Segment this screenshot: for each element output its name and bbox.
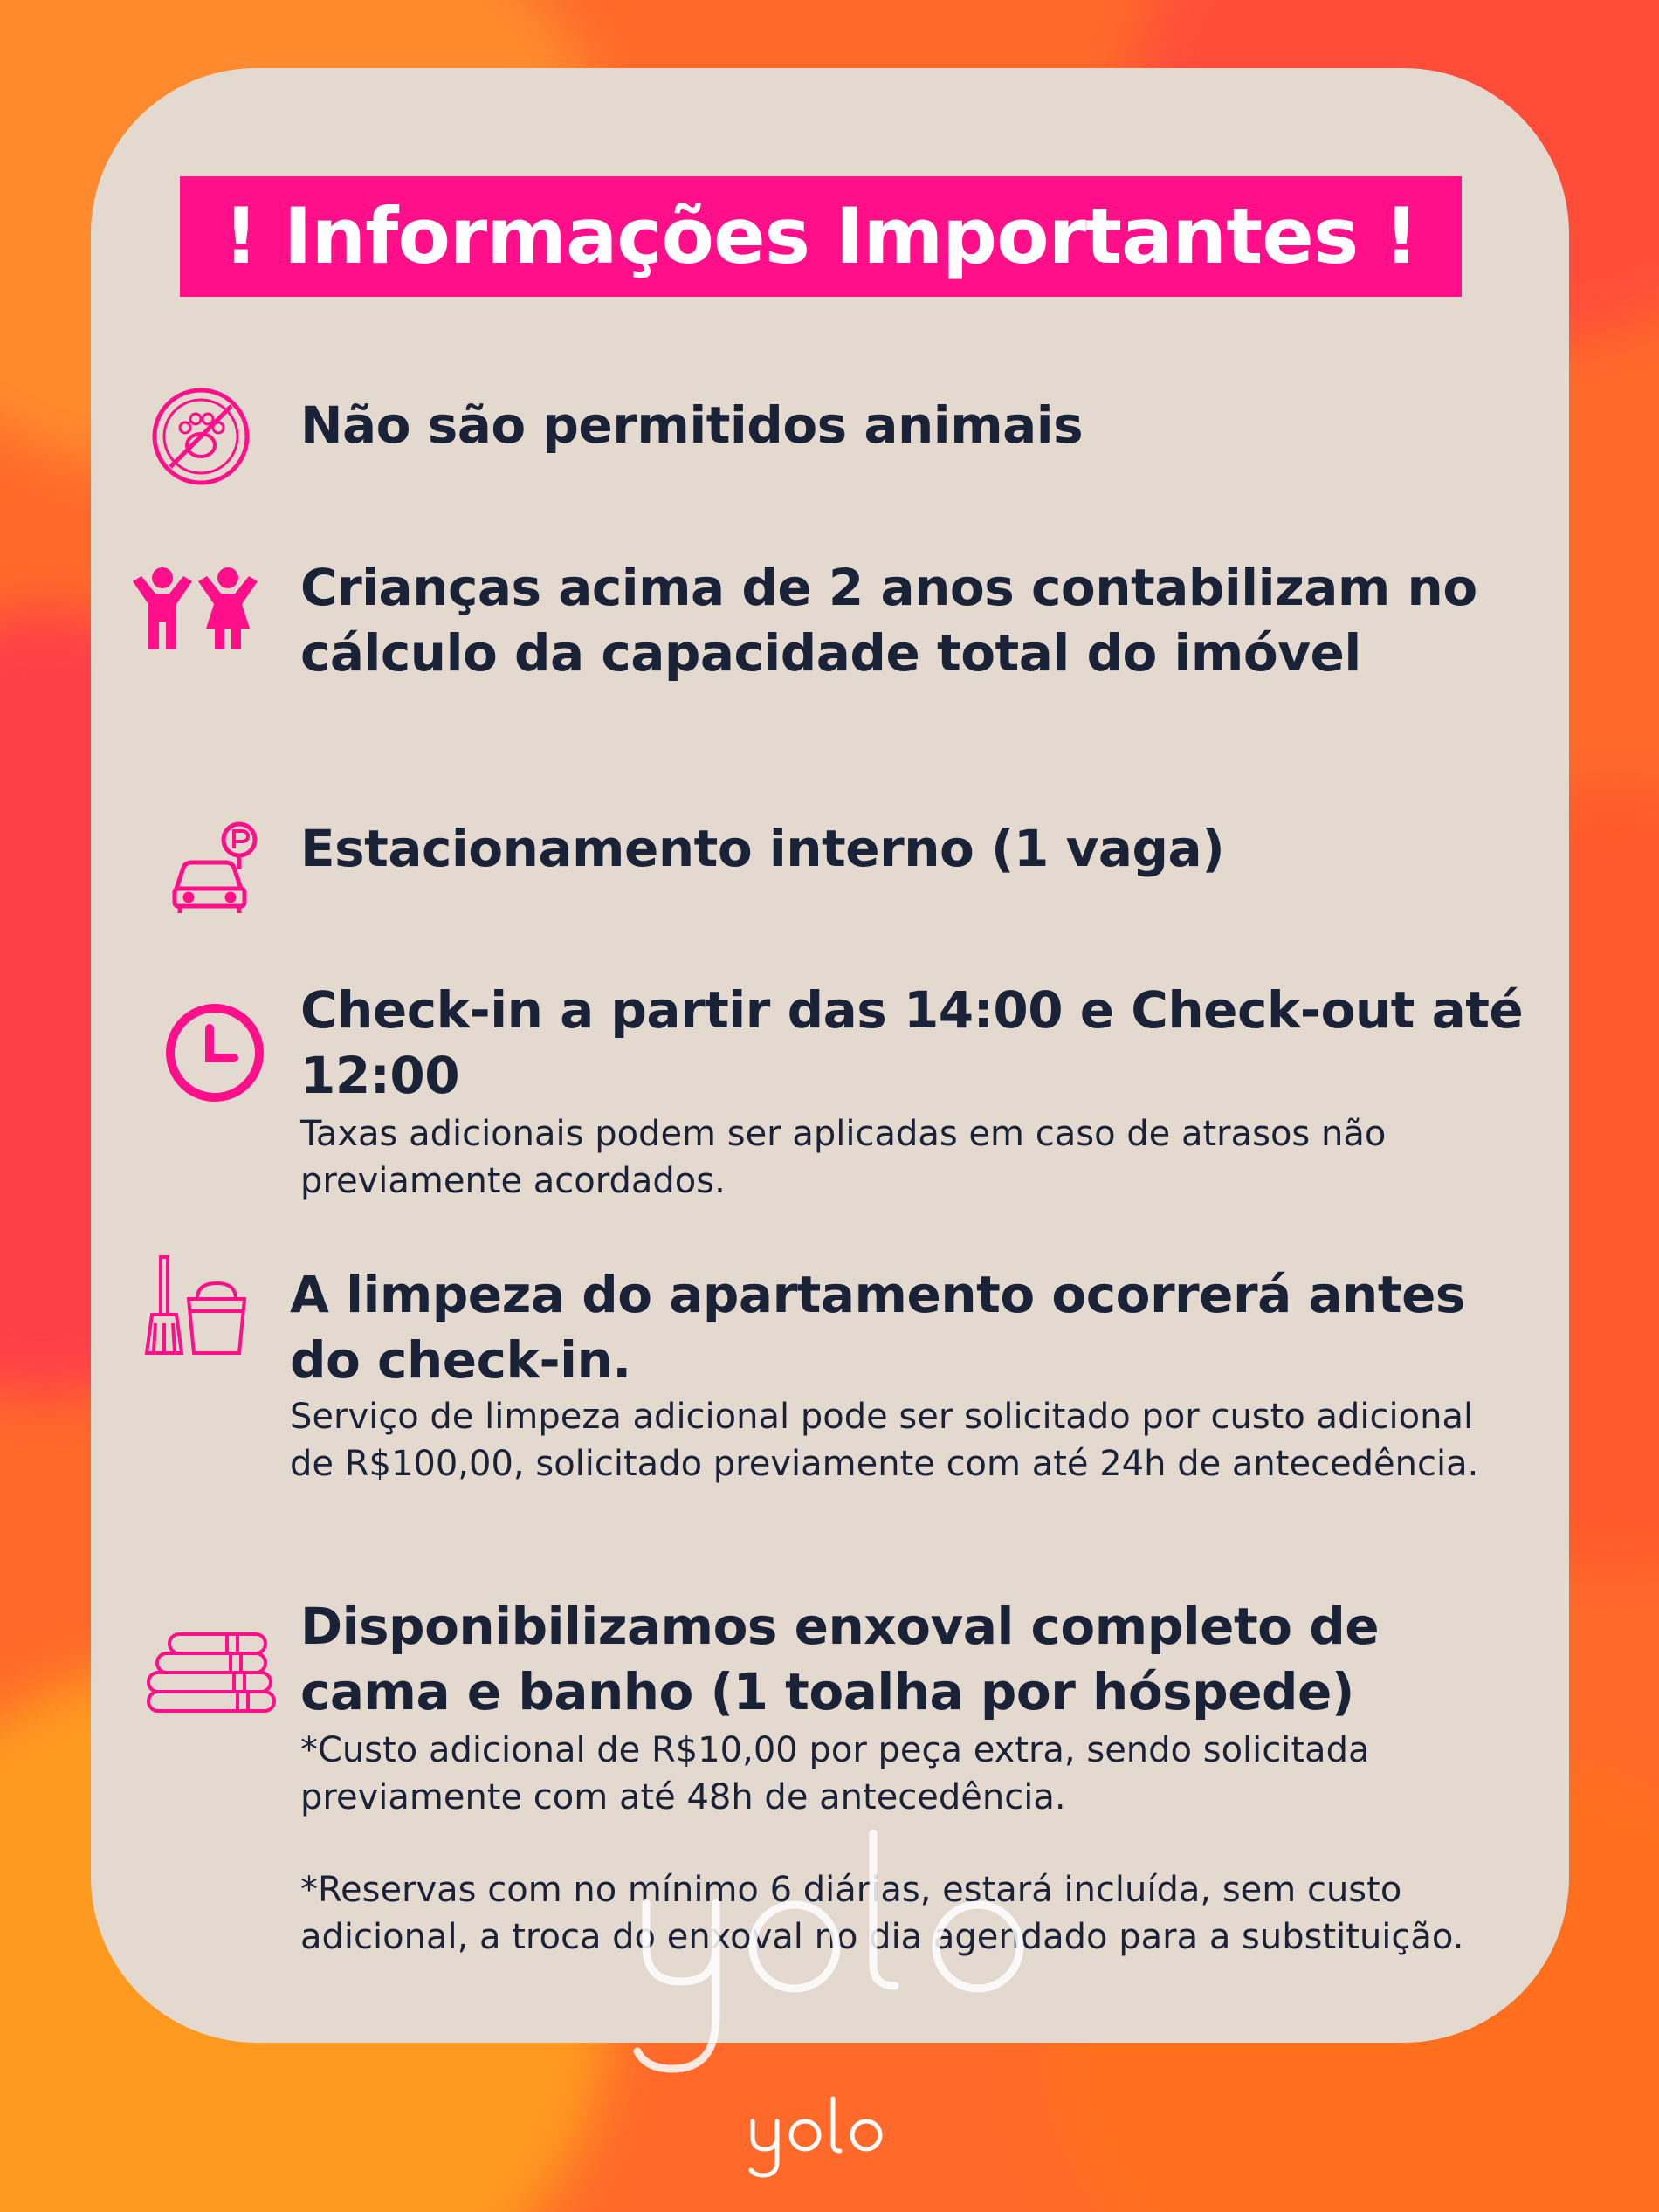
item-heading: Check-in a partir das 14:00 e Check-out até 12:00 (300, 980, 1524, 1105)
yolo-watermark-logo (611, 1816, 1065, 2095)
page-title: ! Informações Importantes ! (180, 176, 1462, 297)
yolo-logo (744, 2095, 910, 2179)
children-icon (129, 566, 265, 653)
item-heading: Não são permitidos animais (300, 395, 1084, 455)
cleaning-icon (143, 1254, 248, 1358)
item-heading: Crianças acima de 2 anos contabilizam no cálculo da capacidade total do imóvel (300, 558, 1477, 683)
item-note: *Custo adicional de R$10,00 por peça extra, sendo solicitada previamente com até 48h de antecedência. (300, 1730, 1370, 1817)
item-note: Serviço de limpeza adicional pode ser solicitado por custo adicional de R$100,00, solicitado previamente com até 24h de antecedência. (290, 1397, 1479, 1484)
clock-icon (164, 1002, 265, 1103)
no-pets-icon (148, 384, 253, 489)
towels-icon (143, 1631, 276, 1714)
item-note: *Reservas com no mínimo 6 diárias, estará incluída, sem custo adicional, a troca do enxoval no dia agendado para a substituição. (300, 1870, 1464, 1957)
item-note: Taxas adicionais podem ser aplicadas em caso de atrasos não previamente acordados. (300, 1114, 1387, 1201)
item-heading: A limpeza do apartamento ocorrerá antes do check-in. (290, 1265, 1465, 1390)
item-heading: Disponibilizamos enxoval completo de cama e banho (1 toalha por hóspede) (300, 1597, 1380, 1721)
item-heading: Estacionamento interno (1 vaga) (300, 819, 1225, 878)
parking-car-icon (171, 821, 262, 915)
